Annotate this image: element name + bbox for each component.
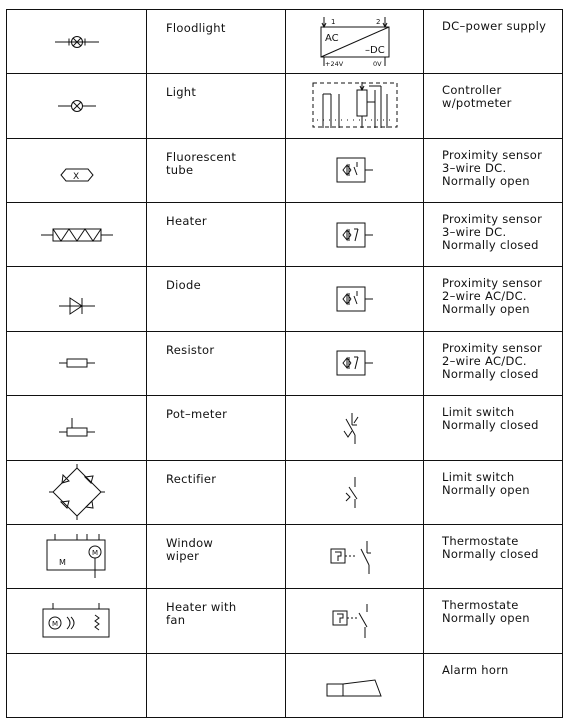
limit-switch-no-symbol-icon [340, 475, 370, 509]
symbol-label: Proximity sensor 3–wire DC. Normally open [442, 147, 543, 188]
label-cell [424, 653, 563, 717]
table-row [7, 267, 563, 331]
ac-label: AC [324, 32, 339, 44]
table-row [7, 460, 563, 524]
floodlight-symbol-icon [52, 32, 102, 52]
symbol-cell [7, 653, 147, 717]
label-cell [147, 460, 286, 524]
thermostat-no-symbol-icon [327, 603, 383, 639]
symbol-label: Thermostate Normally open [442, 598, 530, 626]
symbol-cell [286, 653, 424, 717]
symbol-cell [286, 460, 424, 524]
symbol-label: Heater [166, 214, 207, 229]
label-cell [147, 203, 286, 267]
resistor-symbol-icon [57, 353, 97, 373]
symbol-cell [7, 396, 147, 460]
symbol-label: Fluorescent tube [166, 149, 237, 177]
symbol-cell [286, 267, 424, 331]
pin-label: 2 [375, 17, 380, 26]
symbol-cell [286, 524, 424, 588]
label-cell [147, 74, 286, 138]
dc-label: –DC [364, 44, 385, 56]
m-label: M [58, 557, 66, 567]
symbol-cell [7, 203, 147, 267]
label-cell [147, 524, 286, 588]
symbol-cell [286, 74, 424, 138]
label-cell [147, 396, 286, 460]
label-cell [424, 396, 563, 460]
motor-label: M [51, 619, 58, 628]
label-cell [424, 267, 563, 331]
symbol-label: DC–power supply [442, 19, 547, 33]
symbol-label: Proximity sensor 3–wire DC. Normally closed [442, 212, 543, 253]
symbol-cell [286, 396, 424, 460]
label-cell [424, 203, 563, 267]
diode-symbol-icon [57, 279, 97, 319]
heater-symbol-icon [39, 225, 115, 245]
symbol-cell [286, 589, 424, 653]
symbol-cell [7, 267, 147, 331]
symbol-label: Proximity sensor 2–wire AC/DC. Normally open [442, 276, 543, 317]
symbol-label: Pot–meter [166, 407, 228, 422]
pot-meter-symbol-icon [57, 414, 97, 442]
window-wiper-symbol-icon [45, 534, 109, 580]
symbol-cell [7, 524, 147, 588]
symbol-label: Alarm horn [442, 662, 509, 677]
symbol-label: Heater with fan [166, 600, 237, 628]
heater-with-fan-symbol-icon [41, 603, 113, 639]
fluorescent-tube-symbol-icon [51, 153, 103, 187]
controller-potmeter-symbol-icon [309, 80, 401, 132]
label-cell [424, 460, 563, 524]
symbol-label: Limit switch Normally closed [442, 405, 539, 433]
table-row [7, 331, 563, 395]
table-row [7, 653, 563, 717]
proximity-sensor-no-symbol-icon [333, 284, 377, 314]
symbol-cell [7, 460, 147, 524]
voltage-label: +24V [324, 59, 343, 68]
symbol-label: Diode [166, 278, 201, 293]
table-row [7, 396, 563, 460]
label-cell [424, 74, 563, 138]
symbol-cell [286, 138, 424, 202]
proximity-sensor-no-symbol-icon [333, 155, 377, 185]
symbol-label: Resistor [166, 342, 215, 357]
label-cell [147, 267, 286, 331]
symbol-label: Limit switch Normally open [442, 469, 530, 497]
label-cell [424, 589, 563, 653]
symbol-label: Thermostate Normally closed [442, 533, 539, 561]
thermostat-nc-symbol-icon [325, 539, 385, 575]
label-cell [147, 589, 286, 653]
symbol-label: Rectifier [166, 471, 217, 486]
label-cell [424, 331, 563, 395]
symbol-label: Proximity sensor 2–wire AC/DC. Normally closed [442, 340, 543, 381]
symbol-cell [286, 203, 424, 267]
table-row [7, 10, 563, 74]
symbol-label [147, 654, 285, 666]
voltage-label: 0V [372, 59, 382, 68]
symbol-label: Controller w/potmeter [442, 83, 512, 111]
symbol-legend-table [6, 9, 563, 718]
pin-label: 1 [330, 17, 335, 26]
symbol-cell [7, 138, 147, 202]
symbol-label: Light [166, 85, 197, 100]
table-row [7, 524, 563, 588]
symbol-cell [7, 74, 147, 138]
symbol-cell [286, 331, 424, 395]
light-symbol-icon [52, 96, 102, 116]
proximity-sensor-nc-symbol-icon [333, 348, 377, 378]
limit-switch-nc-symbol-icon [340, 411, 370, 445]
alarm-horn-symbol-icon [323, 676, 387, 706]
label-cell [147, 138, 286, 202]
symbol-cell [7, 331, 147, 395]
table-row [7, 589, 563, 653]
label-cell [147, 653, 286, 717]
label-cell [147, 331, 286, 395]
label-cell [424, 10, 563, 74]
tube-label: X [72, 172, 79, 183]
table-row [7, 74, 563, 138]
label-cell [424, 138, 563, 202]
table-row [7, 203, 563, 267]
symbol-label: Floodlight [166, 21, 226, 35]
symbol-cell [286, 10, 424, 74]
symbol-label: Window wiper [166, 535, 214, 563]
symbol-cell [7, 10, 147, 74]
proximity-sensor-nc-symbol-icon [333, 220, 377, 250]
rectifier-symbol-icon [47, 462, 107, 522]
label-cell [147, 10, 286, 74]
label-cell [424, 524, 563, 588]
table-row [7, 138, 563, 202]
symbol-cell [7, 589, 147, 653]
dc-power-supply-symbol-icon [313, 17, 397, 67]
motor-label: M [91, 548, 98, 557]
